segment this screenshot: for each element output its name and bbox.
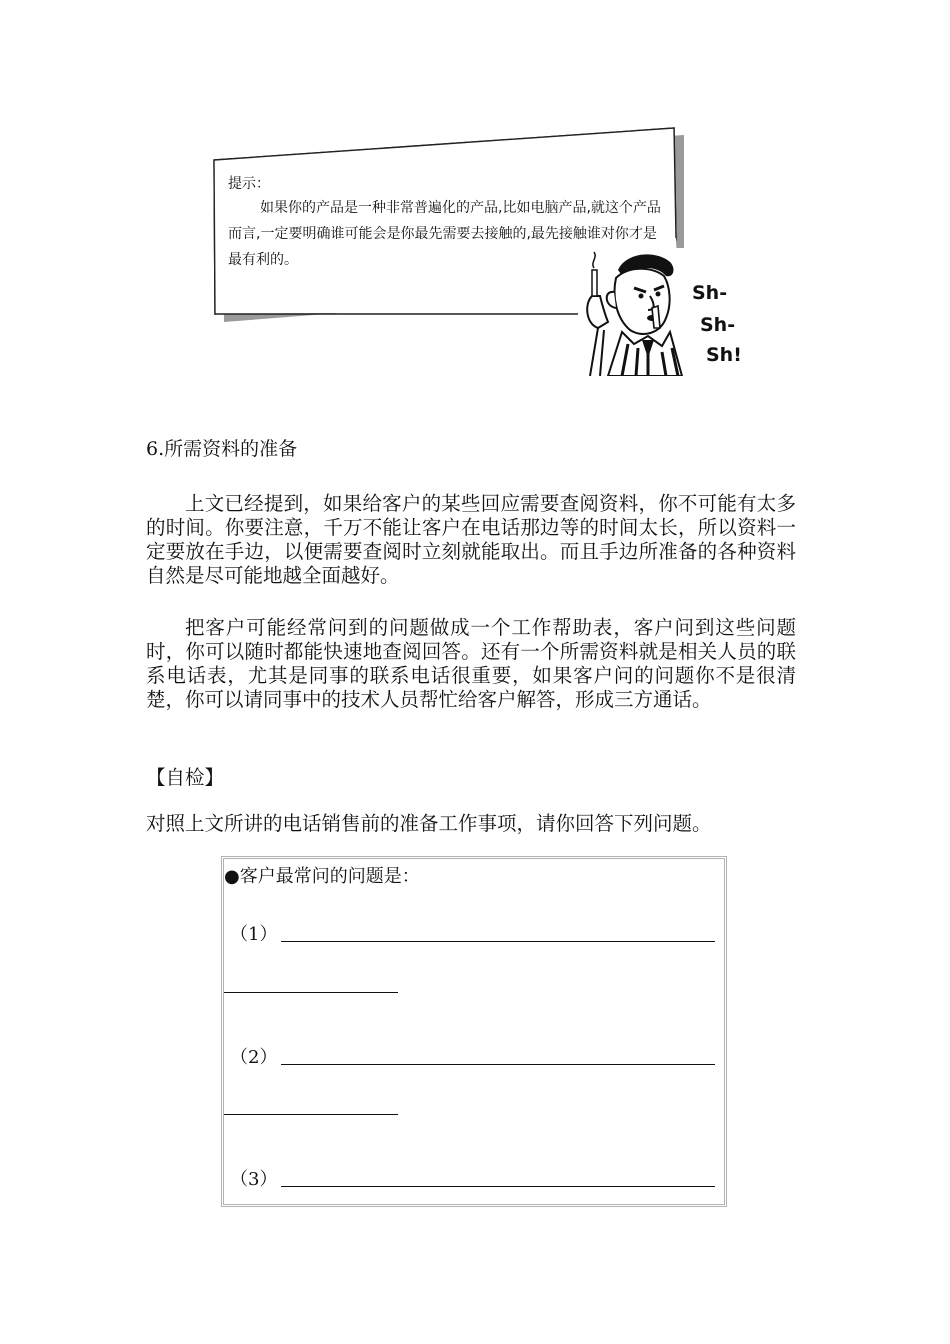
tip-body: 如果你的产品是一种非常普遍化的产品,比如电脑产品,就这个产品而言,一定要明确谁可能会是你最先需要去接触的,最先接触谁对你才是最有利的。 — [228, 200, 661, 268]
question-text: ●客户最常问的问题是： — [224, 866, 420, 887]
answer-number-3: （3） — [230, 1169, 278, 1190]
speech-text-2: Sh- — [700, 314, 736, 336]
answer-box — [221, 856, 727, 1207]
paragraph-1: 上文已经提到，如果给客户的某些回应需要查阅资料，你不可能有太多的时间。你要注意，千万不能让客户在电话那边等的时间太长，所以资料一定要放在手边，以便需要查阅时立刻就能取出。而且手边所准备的各种资料自然是尽可能地越全面越好。 — [146, 492, 796, 587]
tip-title: 提示： — [228, 176, 270, 192]
paragraph-2: 把客户可能经常问到的问题做成一个工作帮助表，客户问到这些问题时，你可以随时都能快速地查阅回答。还有一个所需资料就是相关人员的联系电话表，尤其是同事的联系电话很重要，如果客户问的问题你不是很清楚，你可以请同事中的技术人员帮忙给客户解答，形成三方通话。 — [146, 616, 796, 711]
answer-line-2-continuation[interactable] — [224, 1114, 398, 1115]
section-heading: 6.所需资料的准备 — [146, 438, 298, 460]
answer-line-1[interactable] — [281, 941, 715, 942]
speech-text-1: Sh- — [692, 282, 728, 304]
selfcheck-heading: 【自检】 — [146, 766, 225, 789]
instruction-text: 对照上文所讲的电话销售前的准备工作事项，请你回答下列问题。 — [146, 812, 712, 835]
answer-line-3[interactable] — [281, 1186, 715, 1187]
speech-text-3: Sh! — [706, 344, 742, 366]
answer-number-1: （1） — [230, 924, 278, 945]
answer-number-2: （2） — [230, 1047, 278, 1068]
answer-line-2[interactable] — [281, 1064, 715, 1065]
answer-line-1-continuation[interactable] — [224, 992, 398, 993]
